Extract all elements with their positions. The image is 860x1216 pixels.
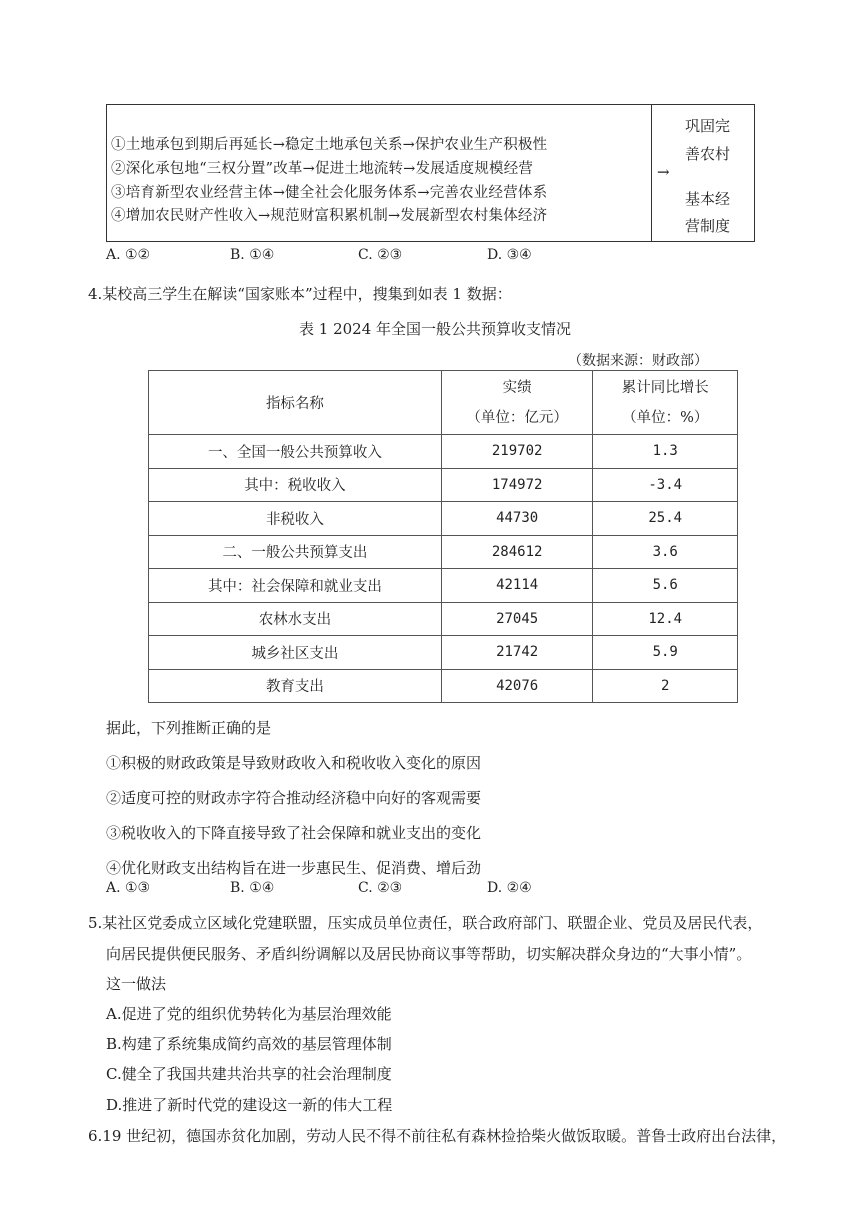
q4-option-d[interactable]: D. ②④ — [487, 880, 532, 896]
header-value-line1: 实绩 — [502, 379, 532, 396]
q4-option-b[interactable]: B. ①④ — [230, 880, 275, 896]
table-row — [149, 602, 738, 636]
q4-stem: 4.某校高三学生在解读“国家账本”过程中，搜集到如表 1 数据： — [88, 285, 512, 303]
header-growth — [593, 371, 738, 435]
inference-chain-box — [106, 104, 755, 242]
row-value: 42114 — [441, 569, 593, 603]
table-title: 表 1 2024 年全国一般公共预算收支情况 — [299, 320, 572, 338]
q4-option-a[interactable]: A. ①③ — [106, 880, 151, 896]
chain-line-4: ④增加农民财产性收入→规范财富积累机制→发展新型农村集体经济 — [111, 208, 548, 224]
q5-option-c[interactable]: C.健全了我国共建共治共享的社会治理制度 — [106, 1065, 392, 1083]
row-value: 21742 — [441, 636, 593, 670]
row-growth: -3.4 — [593, 468, 738, 502]
q4-statement-2: ②适度可控的财政赤字符合推动经济稳中向好的客观需要 — [106, 789, 482, 807]
result-line-3: 基本经 — [685, 190, 731, 208]
row-name: 非税收入 — [149, 502, 442, 536]
table-source: （数据来源：财政部） — [568, 353, 708, 369]
q3-option-d[interactable]: D. ③④ — [487, 247, 532, 263]
table-row — [149, 569, 738, 603]
row-growth: 12.4 — [593, 602, 738, 636]
row-name: 一、全国一般公共预算收入 — [149, 435, 442, 469]
result-arrow: → — [657, 163, 670, 181]
q5-stem-line2: 向居民提供便民服务、矛盾纠纷调解以及居民协商议事等帮助，切实解决群众身边的“大事小情”。 — [106, 945, 752, 963]
q4-statement-3: ③税收收入的下降直接导致了社会保障和就业支出的变化 — [106, 824, 482, 842]
row-value: 174972 — [441, 468, 593, 502]
row-value: 284612 — [441, 535, 593, 569]
row-name: 其中：社会保障和就业支出 — [149, 569, 442, 603]
header-value-line2: （单位：亿元） — [466, 409, 568, 426]
q4-option-c[interactable]: C. ②③ — [358, 880, 403, 896]
table-row — [149, 435, 738, 469]
row-growth: 25.4 — [593, 502, 738, 536]
header-growth-line2: （单位：%） — [622, 409, 709, 426]
header-name: 指标名称 — [149, 371, 442, 435]
row-growth: 2 — [593, 669, 738, 703]
result-line-2: 善农村 — [685, 145, 731, 163]
header-value — [441, 371, 593, 435]
q3-option-c[interactable]: C. ②③ — [358, 247, 403, 263]
q5-option-d[interactable]: D.推进了新时代党的建设这一新的伟大工程 — [106, 1096, 393, 1114]
q3-option-a[interactable]: A. ①② — [106, 247, 151, 263]
q4-prompt: 据此，下列推断正确的是 — [106, 719, 272, 737]
q5-option-b[interactable]: B.构建了系统集成简约高效的基层管理体制 — [106, 1035, 392, 1053]
q5-option-a[interactable]: A.促进了党的组织优势转化为基层治理效能 — [106, 1005, 392, 1023]
table-row — [149, 468, 738, 502]
q4-statement-1: ①积极的财政政策是导致财政收入和税收收入变化的原因 — [106, 754, 482, 772]
row-name: 农林水支出 — [149, 602, 442, 636]
header-growth-line1: 累计同比增长 — [621, 379, 709, 396]
row-name: 其中：税收收入 — [149, 468, 442, 502]
chain-line-1: ①土地承包到期后再延长→稳定土地承包关系→保护农业生产积极性 — [111, 137, 548, 153]
row-value: 219702 — [441, 435, 593, 469]
row-value: 44730 — [441, 502, 593, 536]
row-value: 42076 — [441, 669, 593, 703]
q3-option-b[interactable]: B. ①④ — [230, 247, 275, 263]
result-line-1: 巩固完 — [685, 117, 731, 135]
box-divider — [651, 105, 652, 241]
row-growth: 3.6 — [593, 535, 738, 569]
table-row — [149, 535, 738, 569]
row-growth: 1.3 — [593, 435, 738, 469]
result-line-4: 营制度 — [685, 217, 731, 235]
q5-stem-line1: 5.某社区党委成立区域化党建联盟，压实成员单位责任，联合政府部门、联盟企业、党员及居民代表， — [88, 914, 763, 932]
table-row — [149, 669, 738, 703]
q5-stem-line3: 这一做法 — [106, 975, 167, 993]
row-name: 城乡社区支出 — [149, 636, 442, 670]
table-header-row — [149, 371, 738, 435]
row-growth: 5.9 — [593, 636, 738, 670]
row-name: 二、一般公共预算支出 — [149, 535, 442, 569]
row-growth: 5.6 — [593, 569, 738, 603]
q6-stem-line1: 6.19 世纪初，德国赤贫化加剧，劳动人民不得不前往私有森林捡拾柴火做饭取暖。普鲁士政府出台法律， — [88, 1127, 787, 1145]
row-name: 教育支出 — [149, 669, 442, 703]
row-value: 27045 — [441, 602, 593, 636]
q4-statement-4: ④优化财政支出结构旨在进一步惠民生、促消费、增后劲 — [106, 859, 482, 877]
chain-line-2: ②深化承包地“三权分置”改革→促进土地流转→发展适度规模经营 — [111, 161, 534, 177]
chain-line-3: ③培育新型农业经营主体→健全社会化服务体系→完善农业经营体系 — [111, 185, 548, 201]
table-row — [149, 502, 738, 536]
budget-table — [148, 370, 738, 703]
table-row — [149, 636, 738, 670]
